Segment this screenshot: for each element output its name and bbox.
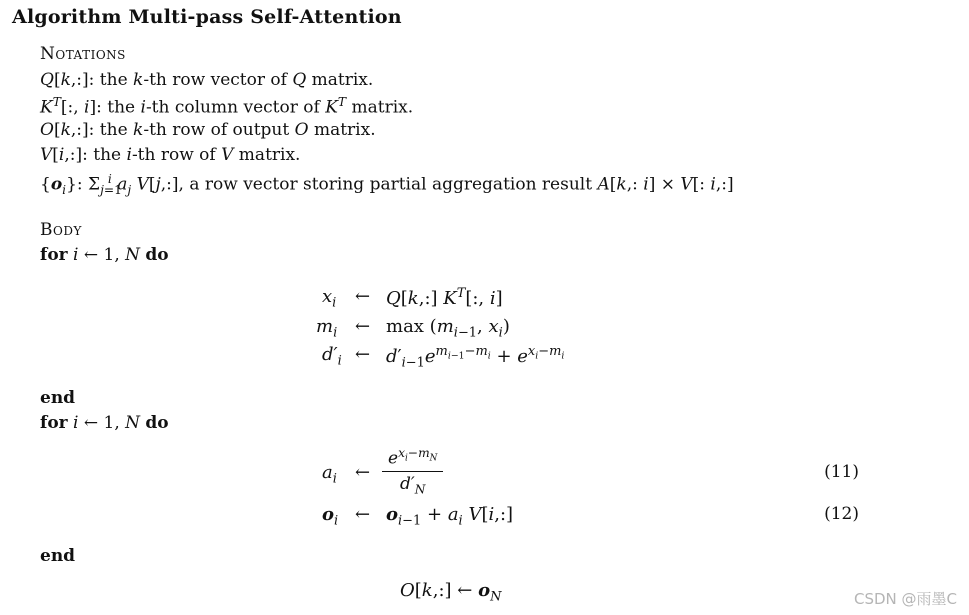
body-heading: Body [40, 220, 82, 240]
notations-heading: Notations [40, 44, 126, 64]
loop2-eq2-lhs: $o_i$ [322, 504, 339, 529]
loop1-eq2-lhs: $m_i$ [316, 316, 338, 341]
loop1-eq2-rhs: $\max (m_{i-1}$, $x_i$) [386, 316, 510, 341]
final-assignment: O[k,:] ← $o_N$ [400, 580, 502, 605]
fraction-denominator: $d'_N$ [399, 473, 426, 497]
loop1-header: for i ← 1, N do [40, 245, 169, 265]
loop1-eq1-rhs: Q[k,:] $K^T$[:, i] [386, 286, 503, 309]
algorithm-title: Algorithm Multi-pass Self-Attention [12, 6, 402, 28]
notation-o: O[k,:]: the k-th row of output O matrix. [40, 120, 376, 140]
loop2-header: for i ← 1, N do [40, 413, 169, 433]
loop1-eq2-arrow: ← [355, 316, 371, 337]
loop1-eq3-arrow: ← [355, 344, 371, 365]
equation-number-11: (11) [824, 462, 859, 482]
loop2-end: end [40, 546, 76, 566]
notation-oi: $\{o_i\}$: $\Sigma_{j=1}^i$ $a_j$ V[j,:], a row vector storing partial aggregation result A[k,: i] × V[: i,:] [40, 172, 734, 198]
loop1-eq1-lhs: $x_i$ [322, 286, 337, 311]
equation-number-12: (12) [824, 504, 859, 524]
notation-kt: $K^T$[:, i]: the i-th column vector of $K^T$ matrix. [40, 95, 414, 118]
notation-q: Q[k,:]: the k-th row vector of Q matrix. [40, 70, 374, 90]
loop2-eq1-fraction [382, 446, 443, 496]
watermark: CSDN @雨墨C [853, 590, 957, 608]
loop1-eq3-lhs: $d'_i$ [322, 344, 342, 369]
loop2-eq1-lhs: $a_i$ [322, 462, 337, 487]
loop1-eq3-rhs: $d'_{i-1}e^{m_{i-1}-m_i} + e^{x_i-m_i}$ [386, 344, 565, 371]
loop2-eq1-arrow: ← [355, 462, 371, 483]
loop1-end: end [40, 388, 76, 408]
fraction-numerator: $e^{x_i-m_N}$ [382, 446, 443, 472]
loop2-eq2-arrow: ← [355, 504, 371, 525]
loop1-eq1-arrow: ← [355, 286, 371, 307]
notation-v: V[i,:]: the i-th row of V matrix. [40, 145, 301, 165]
loop2-eq2-rhs: $o_{i-1} + a_i$ V[i,:] [386, 504, 514, 529]
